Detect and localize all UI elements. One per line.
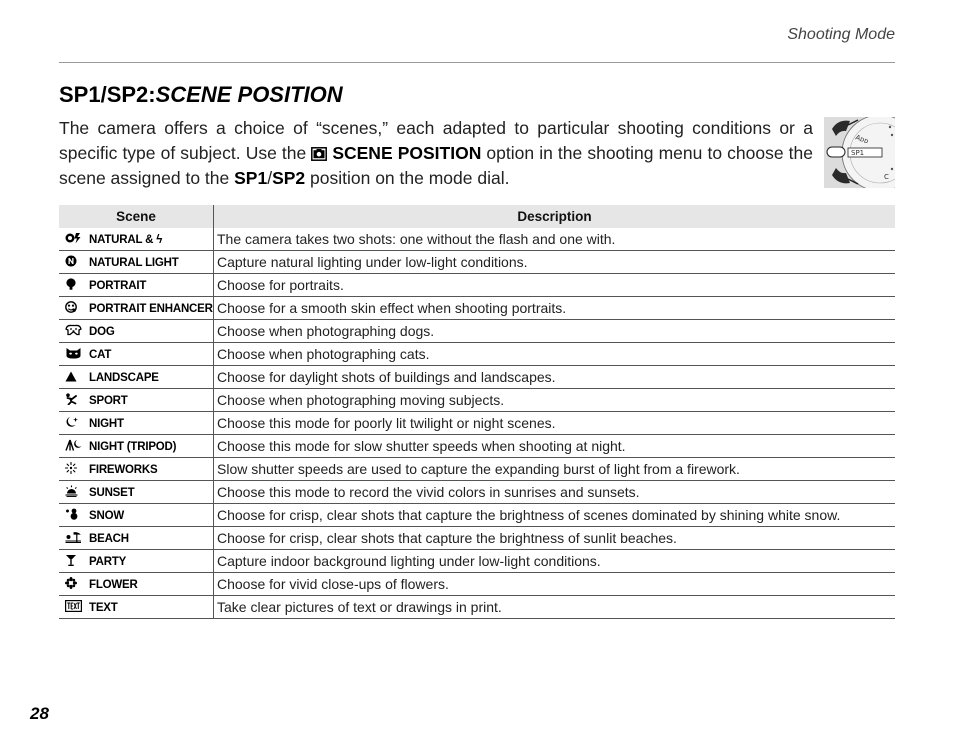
scene-name: SUNSET (89, 487, 135, 499)
page-number: 28 (30, 704, 49, 723)
scene-description: Choose for portraits. (214, 274, 896, 297)
scene-description: Choose for vivid close-ups of flowers. (214, 573, 896, 596)
scene-description: Capture indoor background lighting under low-light conditions. (214, 550, 896, 573)
table-row (59, 297, 895, 320)
table-row (59, 228, 895, 251)
cat-icon (65, 347, 82, 359)
slash: / (267, 168, 273, 188)
table-row (59, 527, 895, 550)
dog-icon (65, 324, 82, 336)
scene-cell (59, 458, 214, 481)
scene-name: FLOWER (89, 579, 138, 591)
scene-description: Choose when photographing dogs. (214, 320, 896, 343)
table-row (59, 343, 895, 366)
scene-description: Choose when photographing cats. (214, 343, 896, 366)
scene-description: Choose for daylight shots of buildings and landscapes. (214, 366, 896, 389)
menu-item-label: SCENE POSITION (332, 143, 482, 163)
scene-name: NIGHT (89, 418, 124, 430)
scene-cell (59, 435, 214, 458)
page-title (59, 82, 343, 108)
scene-name: PARTY (89, 556, 127, 568)
scene-cell (59, 274, 214, 297)
dial-letters: Aᴅᴅ (854, 133, 870, 146)
title-prefix: SP1/SP2: (59, 82, 156, 107)
table-row (59, 412, 895, 435)
scene-name: FIREWORKS (89, 464, 158, 476)
sp1-label: SP1 (234, 168, 268, 188)
title-emphasis: SCENE POSITION (155, 82, 343, 107)
scene-description: Slow shutter speeds are used to capture the expanding burst of light from a firework. (214, 458, 896, 481)
intro-text-3: position on the mode dial. (305, 168, 510, 188)
description-column-header: Description (214, 205, 896, 228)
table-header-row (59, 205, 895, 228)
scene-name: BEACH (89, 533, 129, 545)
scene-description: Choose for a smooth skin effect when shooting portraits. (214, 297, 896, 320)
scene-cell (59, 389, 214, 412)
natural-flash-icon (65, 232, 82, 244)
mode-dial-illustration (824, 117, 895, 188)
intro-paragraph (59, 116, 813, 191)
scene-description: Choose for crisp, clear shots that capture the brightness of sunlit beaches. (214, 527, 896, 550)
scene-cell (59, 550, 214, 573)
scene-cell (59, 366, 214, 389)
table-row (59, 366, 895, 389)
table-row (59, 596, 895, 619)
scene-name: SNOW (89, 510, 124, 522)
portrait-icon (65, 278, 82, 290)
scene-name: SPORT (89, 395, 128, 407)
table-row (59, 251, 895, 274)
scene-rows (59, 228, 895, 619)
scene-cell (59, 504, 214, 527)
sport-icon (65, 393, 82, 405)
table-row (59, 274, 895, 297)
scene-name: NIGHT (TRIPOD) (89, 441, 177, 453)
scene-cell (59, 527, 214, 550)
scene-column-header: Scene (59, 205, 214, 228)
scene-cell (59, 228, 214, 251)
scene-position-menu-item (311, 143, 481, 163)
sp2-label: SP2 (272, 168, 306, 188)
scene-cell (59, 251, 214, 274)
scene-name: CAT (89, 349, 112, 361)
scene-name: DOG (89, 326, 115, 338)
beach-icon (65, 531, 82, 543)
scene-name: PORTRAIT ENHANCER (89, 303, 213, 315)
scene-name: NATURAL LIGHT (89, 257, 179, 269)
portrait-enhancer-icon (65, 301, 82, 313)
table-row (59, 573, 895, 596)
scene-table (59, 205, 895, 619)
scene-description: Capture natural lighting under low-light conditions. (214, 251, 896, 274)
scene-cell (59, 320, 214, 343)
scene-cell (59, 596, 214, 619)
night-tripod-icon (65, 439, 82, 451)
party-icon (65, 554, 82, 566)
scene-description: Choose this mode for poorly lit twilight or night scenes. (214, 412, 896, 435)
natural-light-icon (65, 255, 82, 267)
night-icon (65, 416, 82, 428)
scene-description: Choose when photographing moving subjects. (214, 389, 896, 412)
snow-icon (65, 508, 82, 520)
flower-icon (65, 577, 82, 589)
intro-text-1: The camera offers a choice of “scenes,” each adapted to particular shooting conditions or a specific type of subject. Use the (59, 118, 813, 163)
scene-name: TEXT (89, 602, 118, 614)
dial-letter-c: C (884, 173, 889, 181)
header-divider (59, 62, 895, 63)
scene-cell (59, 481, 214, 504)
table-row (59, 389, 895, 412)
scene-description: Take clear pictures of text or drawings in print. (214, 596, 896, 619)
scene-cell (59, 297, 214, 320)
table-row (59, 435, 895, 458)
scene-description: Choose this mode to record the vivid colors in sunrises and sunsets. (214, 481, 896, 504)
table-row (59, 504, 895, 527)
scene-description: Choose for crisp, clear shots that capture the brightness of scenes dominated by shining white snow. (214, 504, 896, 527)
scene-name: LANDSCAPE (89, 372, 159, 384)
scene-name: PORTRAIT (89, 280, 147, 292)
section-label: Shooting Mode (787, 26, 895, 43)
scene-cell (59, 573, 214, 596)
intro-text-2: option in the shooting menu to choose the scene assigned to the (59, 143, 813, 188)
scene-cell (59, 343, 214, 366)
scene-description: The camera takes two shots: one without the flash and one with. (214, 228, 896, 251)
text-icon (65, 600, 82, 612)
scene-name: NATURAL & ϟ (89, 234, 163, 246)
table-row (59, 481, 895, 504)
table-row (59, 550, 895, 573)
sunset-icon (65, 485, 82, 497)
table-row (59, 458, 895, 481)
landscape-icon (65, 370, 82, 382)
fireworks-icon (65, 462, 82, 474)
table-row (59, 320, 895, 343)
dial-position-label: SP1 (851, 149, 865, 158)
shooting-menu-camera-icon (311, 143, 327, 157)
scene-description: Choose this mode for slow shutter speeds when shooting at night. (214, 435, 896, 458)
scene-cell (59, 412, 214, 435)
